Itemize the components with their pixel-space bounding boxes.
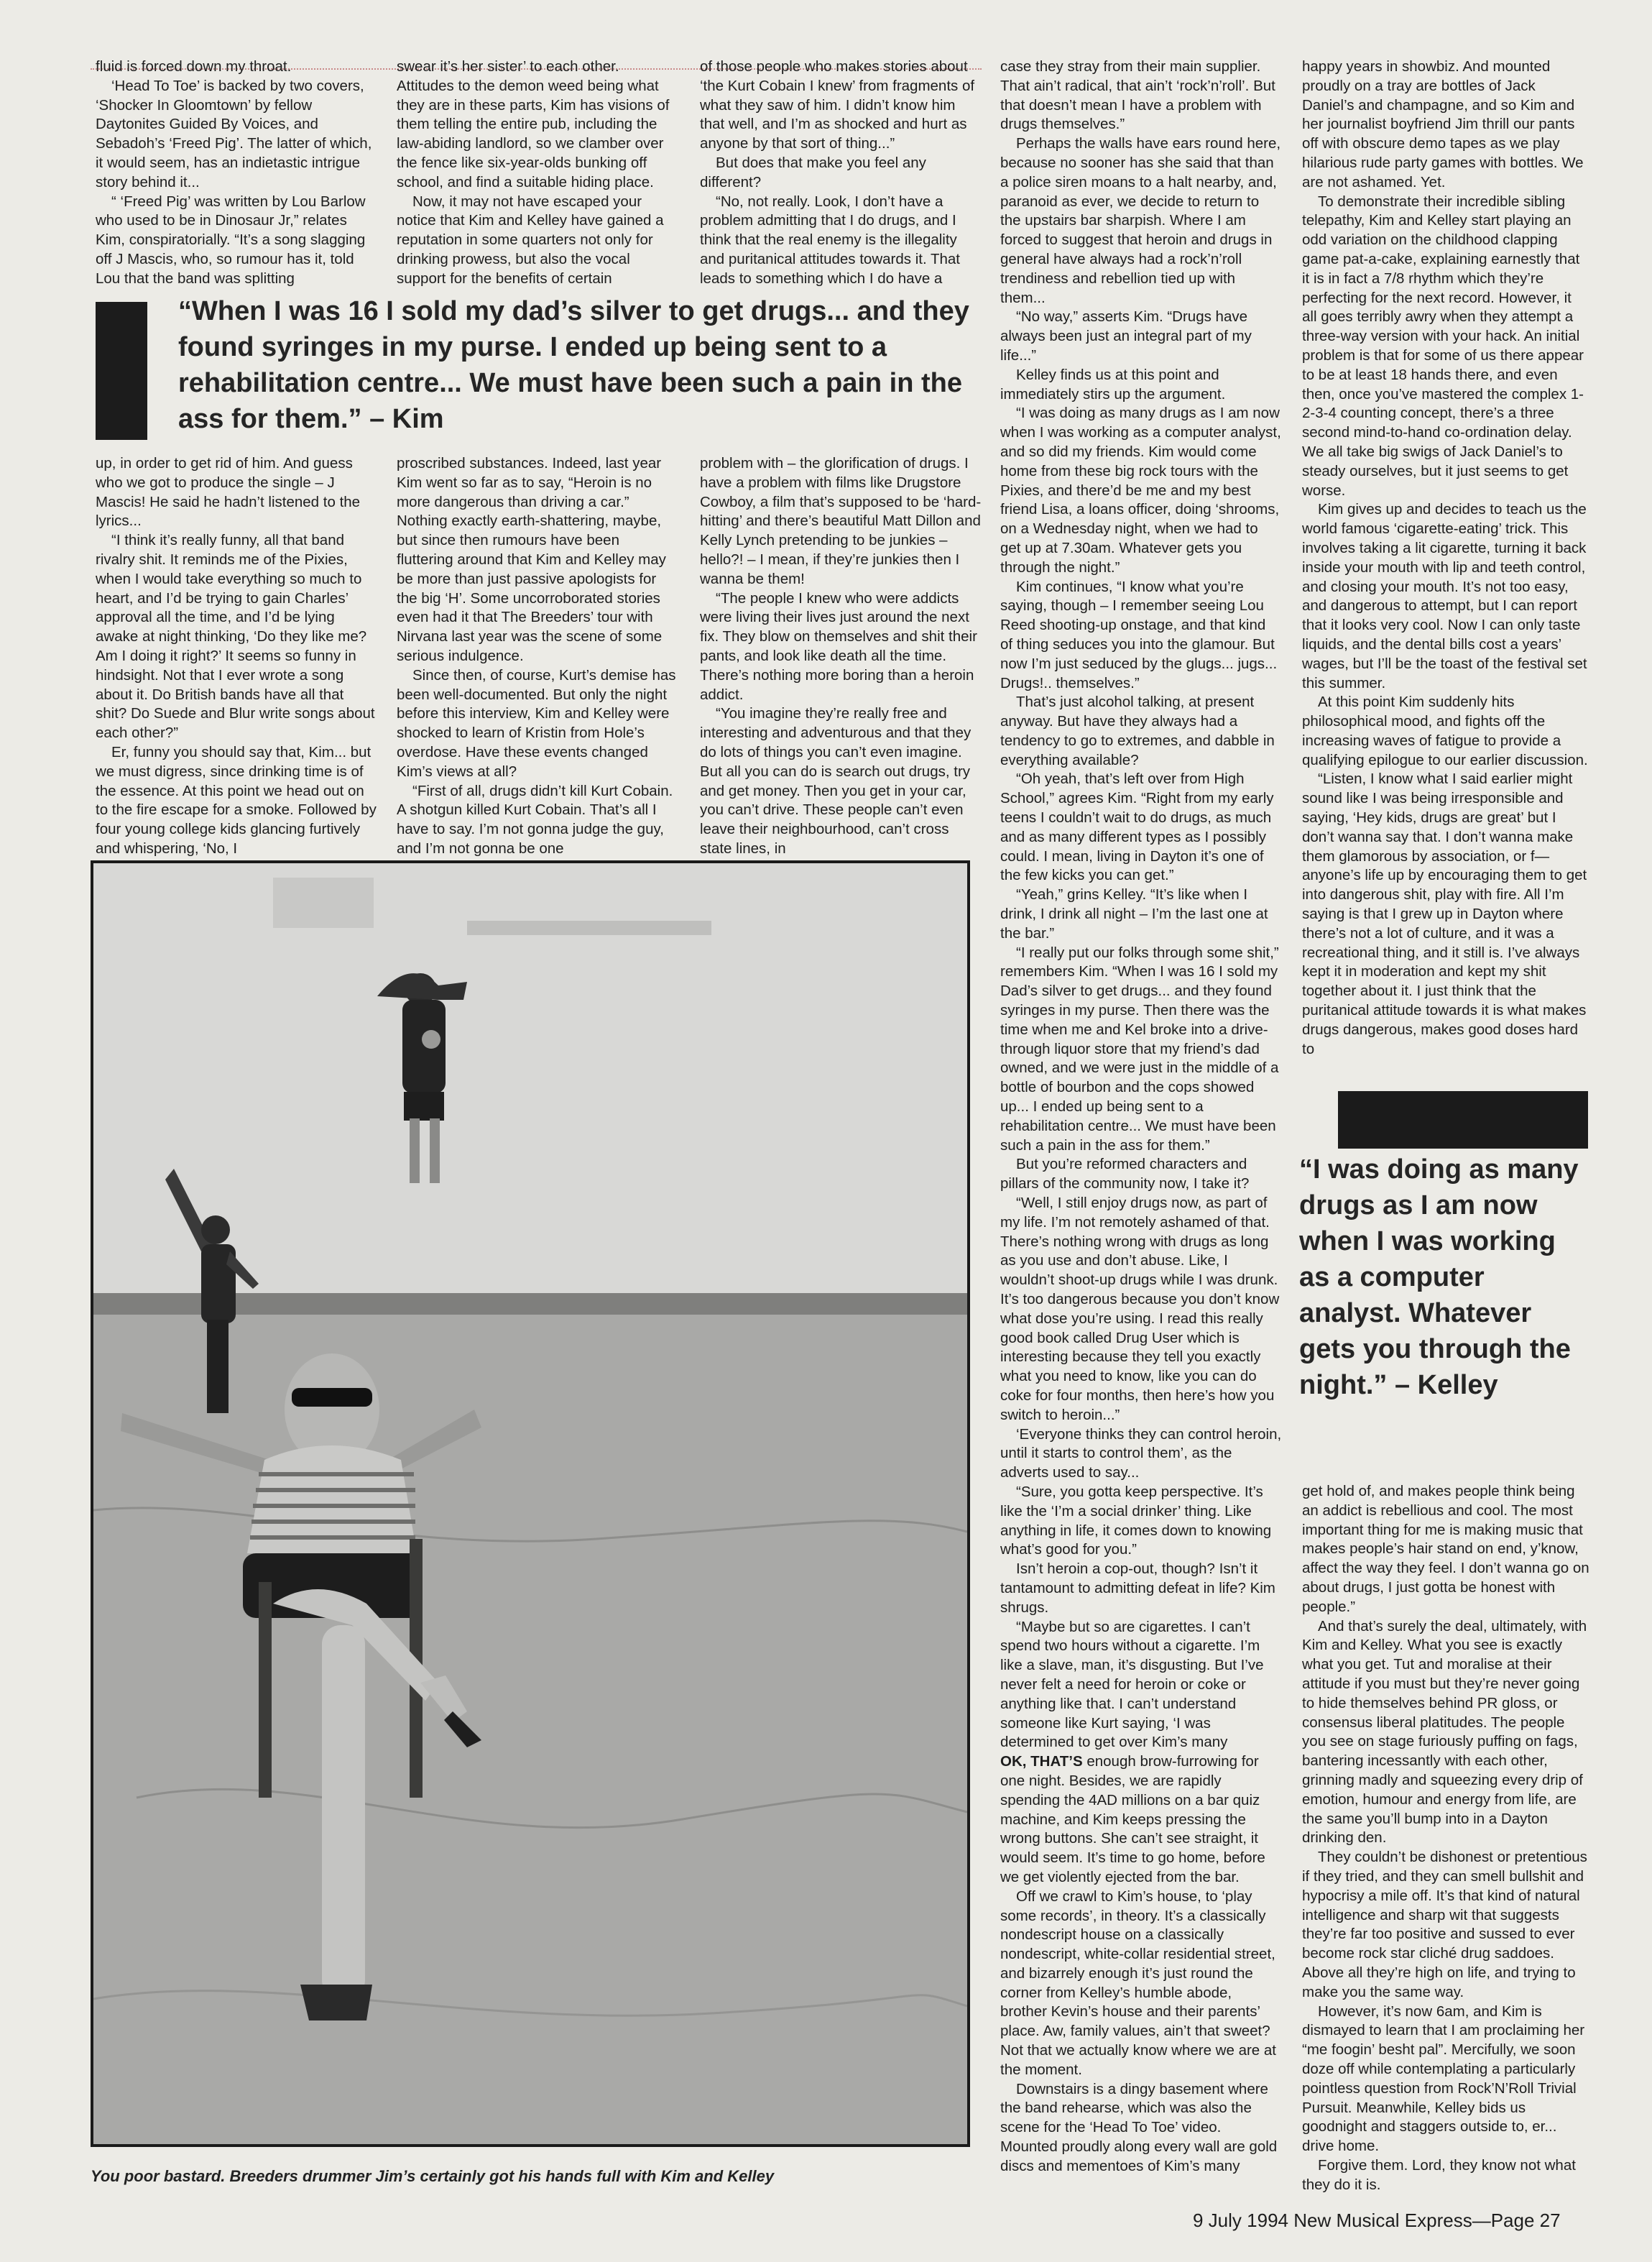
article-paragraph <box>1000 944 1282 1156</box>
article-paragraph <box>1000 58 1282 134</box>
article-paragraph <box>1000 578 1282 694</box>
article-paragraph <box>96 58 377 77</box>
paragraph-text: Downstairs is a dingy basement where the band rehearse, which was also the scene for the ‘Head To Toe’ video. Mounted proudly along every wall are gold discs and mementoes of Kim’s many <box>1000 2080 1278 2174</box>
article-column <box>1302 1482 1589 2204</box>
article-column <box>1000 58 1282 2207</box>
article-paragraph <box>1000 2080 1282 2176</box>
article-paragraph <box>1302 693 1589 770</box>
paragraph-text: “ ‘Freed Pig’ was written by Lou Barlow who used to be in Dinosaur Jr,” relates Kim, conspiratorially. “It’s a song slagging off J Mascis, who, so rumour has it, told Lou that the band was splitting <box>96 193 366 287</box>
article-paragraph <box>397 782 678 857</box>
article-paragraph <box>96 531 377 743</box>
article-paragraph <box>1302 1482 1589 1617</box>
article-paragraph <box>1000 1560 1282 1617</box>
paragraph-text: “Oh yeah, that’s left over from High School,” agrees Kim. “Right from my early teens I couldn’t wait to do drugs, as much and as many different types as I possibly could. I mean, living in Dayton it’s one of the few kicks you can get.” <box>1000 771 1274 884</box>
paragraph-text: Er, funny you should say that, Kim... but we must digress, since drinking time is of the essence. At this point we head out on to the fire escape for a smoke. Followed by four young college kids glancing furtively and whispering, ‘No, I <box>96 743 377 857</box>
paragraph-text: “The people I knew who were addicts were living their lives just around the next fix. They blow on themselves and shit their pants, and look like death all the time. There’s nothing more boring than a heroin addict. <box>700 589 977 703</box>
photo-caption: You poor bastard. Breeders drummer Jim’s certainly got his hands full with Kim and Kelley <box>91 2167 775 2185</box>
article-column <box>397 58 678 289</box>
article-paragraph <box>1000 1194 1282 1425</box>
paragraph-text: However, it’s now 6am, and Kim is dismayed to learn that I am proclaiming her “me foogin’ besht pal”. Mercifully, we soon doze off while contemplating a particularly pointless question from Rock’N’Roll Trivial Pursuit. Meanwhile, Kelley bids us goodnight and staggers outside to, er... drive home. <box>1302 2003 1585 2155</box>
article-column <box>96 454 377 857</box>
paragraph-text: “No way,” asserts Kim. “Drugs have always been just an integral part of my life...” <box>1000 308 1252 364</box>
paragraph-text: fluid is forced down my throat. <box>96 58 292 75</box>
paragraph-text: “Sure, you gotta keep perspective. It’s like the ‘I’m a social drinker’ thing. Like anything in life, it comes down to knowing what’s good for you.” <box>1000 1483 1272 1558</box>
article-paragraph <box>1302 500 1589 693</box>
article-paragraph <box>1302 58 1589 193</box>
paragraph-text: of those people who makes stories about ‘the Kurt Cobain I knew’ from fragments of what they saw of him. I didn’t know him that well, and I’m as shocked and hurt as anyone by that sort of thing...” <box>700 58 975 152</box>
article-paragraph <box>1000 404 1282 577</box>
article-paragraph <box>1302 2156 1589 2195</box>
article-column <box>397 454 678 857</box>
paragraph-text: get hold of, and makes people think being an addict is rebellious and cool. The most important thing for me is making music that makes people’s hair stand on end, y’know, affect the way they feel. I don’t wanna go on about drugs, I just gotta be honest with people.” <box>1302 1483 1589 1615</box>
article-paragraph <box>397 454 678 666</box>
article-paragraph <box>1302 2003 1589 2156</box>
article-paragraph <box>1000 1483 1282 1560</box>
paragraph-text: And that’s surely the deal, ultimately, with Kim and Kelley. What you see is exactly what you get. Tut and moralise at their attitude if you must but they’re never going to hide themselves behind PR gloss, or consensus liberal platitudes. The people you see on stage furiously puffing on fags, bantering incessantly with each other, grinning madly and squeezing every drip of emotion, humour and energy from life, are the same you’ll bump into in a Dayton drinking den. <box>1302 1617 1587 1847</box>
paragraph-text: “I was doing as many drugs as I am now when I was working as a computer analyst, and so did my friends. Kim would come home from these big rock tours with the Pixies, and there’d be me and my best friend Lisa, a loans officer, doing ‘shrooms, on a Wednesday night, when we had to get up at 7.30am. Whatever gets you through the night.” <box>1000 405 1281 576</box>
article-paragraph <box>1000 308 1282 365</box>
article-paragraph <box>700 454 982 589</box>
article-paragraph <box>1000 1425 1282 1483</box>
article-paragraph <box>1000 366 1282 405</box>
article-paragraph <box>1302 1617 1589 1849</box>
paragraph-text: Kelley finds us at this point and immediately stirs up the argument. <box>1000 366 1226 403</box>
pull-quote-bar <box>96 302 147 440</box>
article-paragraph <box>1302 1848 1589 2002</box>
article-paragraph <box>96 193 377 289</box>
pull-quote-bar <box>1338 1091 1588 1149</box>
article-paragraph <box>397 58 678 193</box>
pull-quote-main: “When I was 16 I sold my dad’s silver to get drugs... and they found syringes in my purse. I ended up being sent to a rehabilitation centre... We must have been such a pain in the ass for them.” – Kim <box>178 296 969 434</box>
paragraph-text: Isn’t heroin a cop-out, though? Isn’t it tantamount to admitting defeat in life? Kim shrugs. <box>1000 1560 1275 1616</box>
article-paragraph <box>96 743 377 857</box>
paragraph-text: “Yeah,” grins Kelley. “It’s like when I drink, I drink all night – I’m the last one at the bar.” <box>1000 886 1268 942</box>
paragraph-text: They couldn’t be dishonest or pretentious if they tried, and they can smell bullshit and hypocrisy a mile off. It’s that kind of natural intelligence and sharp wit that suggests they’re far too positive and sussed to ever become rock star cliché drug saddoes. Above all they’re high on life, and trying to make you the same way. <box>1302 1849 1587 2000</box>
article-paragraph <box>96 77 377 193</box>
pull-quote-side: “I was doing as many drugs as I am now when I was working as a computer analyst. Whatever gets you through the night.” – Kelley <box>1299 1154 1579 1400</box>
article-paragraph <box>1000 1888 1282 2080</box>
paragraph-text: swear it’s her sister’ to each other. Attitudes to the demon weed being what they are in these parts, Kim has visions of them telling the entire pub, including the law-abiding landlord, so we clamber over the fence like six-year-olds bunking off school, and find a suitable hiding place. <box>397 58 670 190</box>
paragraph-text: At this point Kim suddenly hits philosophical mood, and fights off the increasing waves of fatigue to provide a qualifying epilogue to our earlier discussion. <box>1302 694 1588 768</box>
article-paragraph <box>1000 693 1282 770</box>
paragraph-text: “Well, I still enjoy drugs now, as part of my life. I’m not remotely ashamed of that. There’s nothing wrong with drugs as long as you use and don’t abuse. Like, I wouldn’t shoot-up drugs while I was drunk. It’s too dangerous because you don’t know what dose you’re using. I read this really good book called Drug User which is interesting because they tell you exactly what you need to know, like you can do coke for four months, then here’s how you switch to heroin...” <box>1000 1195 1280 1423</box>
article-column <box>96 58 377 289</box>
paragraph-text: Kim gives up and decides to teach us the world famous ‘cigarette-eating’ trick. This involves taking a lit cigarette, turning it back inside your mouth with lip and teeth control, and closing your mouth. It’s not too easy, and dangerous to attempt, but I can report that it looks very cool. Now I can only taste liquids, and the dental bills cost a years’ wages, but I’ll be the toast of the festival set this summer. <box>1302 501 1587 691</box>
paragraph-text: ‘Everyone thinks they can control heroin, until it starts to control them’, as the adverts used to say... <box>1000 1425 1282 1481</box>
paragraph-text: ‘Head To Toe’ is backed by two covers, ‘Shocker In Gloomtown’ by fellow Daytonites Guided By Voices, and Sebadoh’s ‘Freed Pig’. The latter of which, it would seem, has an indietastic intrigue story behind it... <box>96 77 372 190</box>
paragraph-text: “No, not really. Look, I don’t have a problem admitting that I do drugs, and I think that the real enemy is the illegality and puritanical attitudes towards it. That leads to something which I do have a <box>700 193 960 287</box>
paragraph-text: Now, it may not have escaped your notice that Kim and Kelley have gained a reputation in some quarters not only for drinking prowess, but also the vocal support for the benefits of certain <box>397 193 664 287</box>
article-paragraph <box>1000 1155 1282 1194</box>
article-paragraph <box>1000 1752 1282 1888</box>
band-photo <box>91 860 970 2147</box>
paragraph-text: problem with – the glorification of drugs. I have a problem with films like Drugstore Cowboy, a film that’s supposed to be ‘hard-hitting’ and there’s beautiful Matt Dillon and Kelly Lynch pretending to be junkies – hello?! – I mean, if they’re junkies then I wanna be them! <box>700 455 982 587</box>
article-paragraph <box>700 154 982 193</box>
paragraph-text: “Maybe but so are cigarettes. I can’t spend two hours without a cigarette. I’m like a slave, man, it’s disgusting. But I’ve never felt a need for heroin or coke or anything like that. I can’t understand someone like Kurt saying, ‘I was determined to get over Kim’s many <box>1000 1618 1264 1751</box>
paragraph-text: “I really put our folks through some shit,” remembers Kim. “When I was 16 I sold my Dad’s silver to get drugs... and they found syringes in my purse. Then there was the time when me and Kel broke into a drive-through liquor store that my friend’s dad owned, and we were just in the middle of a bottle of bourbon and the cops showed up... I ended up being sent to a rehabilitation centre... We must have been such a pain in the ass for them.” <box>1000 944 1279 1154</box>
paragraph-text: enough brow-furrowing for one night. Besides, we are rapidly spending the 4AD millions on a bar quiz machine, and Kim keeps pressing the wrong buttons. She can’t see straight, it would seem. It’s time to go home, before we get violently ejected from the bar. <box>1000 1753 1265 1885</box>
paragraph-text: Perhaps the walls have ears round here, because no sooner has she said that than a police siren moans to a halt nearby, and, paranoid as ever, we decide to return to the upstairs bar sharpish. Where I am forced to suggest that heroin and drugs in general have always had a rock’n’roll trendiness and rebellion tied up with them... <box>1000 135 1281 306</box>
article-paragraph <box>1000 134 1282 308</box>
paragraph-text: But does that make you feel any different? <box>700 154 926 190</box>
article-paragraph <box>700 58 982 154</box>
paragraph-text: “Listen, I know what I said earlier might sound like I was being irresponsible and saying, ‘Hey kids, drugs are great’ but I don’t wanna say that. I don’t wanna make them glamorous by association, or f— anyone’s life up by encouraging them to get into dangerous shit, play with fire. All I’m saying is that I grew up in Dayton where there’s not a lot of culture, and it was a recreational thing, and it still is. I’ve always kept it in moderation and kept my shit together about it. I just think that the puritanical attitude towards it is what makes drugs dangerous, makes good doses hard to <box>1302 771 1587 1057</box>
paragraph-text: “I think it’s really funny, all that band rivalry shit. It reminds me of the Pixies, when I would take everything so much to heart, and I’d be trying to gain Charles’ approval all the time, and I’d be lying awake at night thinking, ‘Do they like me? Am I doing it right?’ It seems so funny in hindsight. Not that I ever wrote a song about it. Do British bands have all that shit? Do Suede and Blur write songs about each other?” <box>96 532 375 742</box>
paragraph-text: Kim continues, “I know what you’re saying, though – I remember seeing Lou Reed shooting-up onstage, and that kind of thing seduces you into the glamour. But now I’m just seduced by the glugs... jugs... Drugs!.. themselves.” <box>1000 578 1278 691</box>
paragraph-text: That’s just alcohol talking, at present anyway. But have they always had a tendency to go to extremes, and dabble in everything available? <box>1000 694 1275 768</box>
article-paragraph <box>700 704 982 857</box>
band-photo-illustration <box>93 863 967 2144</box>
article-paragraph <box>1000 886 1282 943</box>
paragraph-text: To demonstrate their incredible sibling telepathy, Kim and Kelley start playing an odd variation on the childhood clapping game pat-a-cake, explaining earnestly that it is in fact a 7/8 rhythm which they’re perfecting for the next record. However, it all goes terribly awry when they attempt a three-way version with your hack. An initial problem is that for some of us there appear to be at least 18 hands there, and even then, once you’ve mastered the complex 1-2-3-4 counting concept, there’s a three second mind-to-hand co-ordination delay. We all take big swigs of Jack Daniel’s to steady ourselves, but it just seems to get worse. <box>1302 193 1584 499</box>
article-paragraph <box>700 589 982 705</box>
paragraph-text: “You imagine they’re really free and interesting and adventurous and that they do lots of things you can’t even imagine. But all you can do is search out drugs, try and get money. Then you get in your car, you can’t drive. These people can’t even leave their neighbourhood, can’t cross state lines, in <box>700 705 972 857</box>
paragraph-text: up, in order to get rid of him. And guess who we got to produce the single – J Mascis! He said he hadn’t listened to the lyrics... <box>96 455 361 530</box>
article-paragraph <box>1302 770 1589 1059</box>
page-footer: 9 July 1994 New Musical Express—Page 27 <box>1193 2210 1561 2231</box>
article-column <box>700 454 982 857</box>
article-column <box>700 58 982 289</box>
paragraph-text: case they stray from their main supplier. That ain’t radical, that ain’t ‘rock’n’roll’. But that doesn’t mean I have a problem with drugs themselves.” <box>1000 58 1275 133</box>
run-in-heading: OK, THAT’S <box>1000 1753 1083 1770</box>
paragraph-text: Off we crawl to Kim’s house, to ‘play some records’, in theory. It’s a classically nondescript house on a classically nondescript, white-collar residential street, and bizarrely enough it’s just round the corner from Kelley’s humble abode, brother Kevin’s house and their parents’ place. Aw, family values, ain’t that sweet? Not that we actually know where we are at the moment. <box>1000 1888 1276 2078</box>
paragraph-text: “First of all, drugs didn’t kill Kurt Cobain. A shotgun killed Kurt Cobain. That’s all I have to say. I’m not gonna judge the guy, and I’m not gonna be one <box>397 782 673 857</box>
article-column <box>1302 58 1589 1084</box>
article-paragraph <box>96 454 377 531</box>
paragraph-text: Forgive them. Lord, they know not what they do it is. <box>1302 2156 1576 2193</box>
article-paragraph <box>1000 1618 1282 1753</box>
paragraph-text: happy years in showbiz. And mounted proudly on a tray are bottles of Jack Daniel’s and champagne, and so Kim and her journalist boyfriend Jim thrill our pants off with obscure demo tapes as we play hilarious rude party games with bottles. We are not ashamed. Yet. <box>1302 58 1584 190</box>
paragraph-text: But you’re reformed characters and pillars of the community now, I take it? <box>1000 1156 1250 1192</box>
paragraph-text: proscribed substances. Indeed, last year Kim went so far as to say, “Heroin is no more dangerous than driving a car.” Nothing exactly earth-shattering, maybe, but since then rumours have been fluttering around that Kim and Kelley may be more than just passive apologists for the big ‘H’. Some uncorroborated stories even had it that The Breeders’ tour with Nirvana last year was the scene of some serious indulgence. <box>397 455 666 664</box>
article-paragraph <box>397 666 678 782</box>
article-paragraph <box>397 193 678 289</box>
article-paragraph <box>1000 770 1282 886</box>
article-paragraph <box>1302 193 1589 501</box>
paragraph-text: Since then, of course, Kurt’s demise has been well-documented. But only the night before this interview, Kim and Kelley were shocked to learn of Kristin from Hole’s overdose. Have these events changed Kim’s views at all? <box>397 666 676 780</box>
article-paragraph <box>700 193 982 289</box>
